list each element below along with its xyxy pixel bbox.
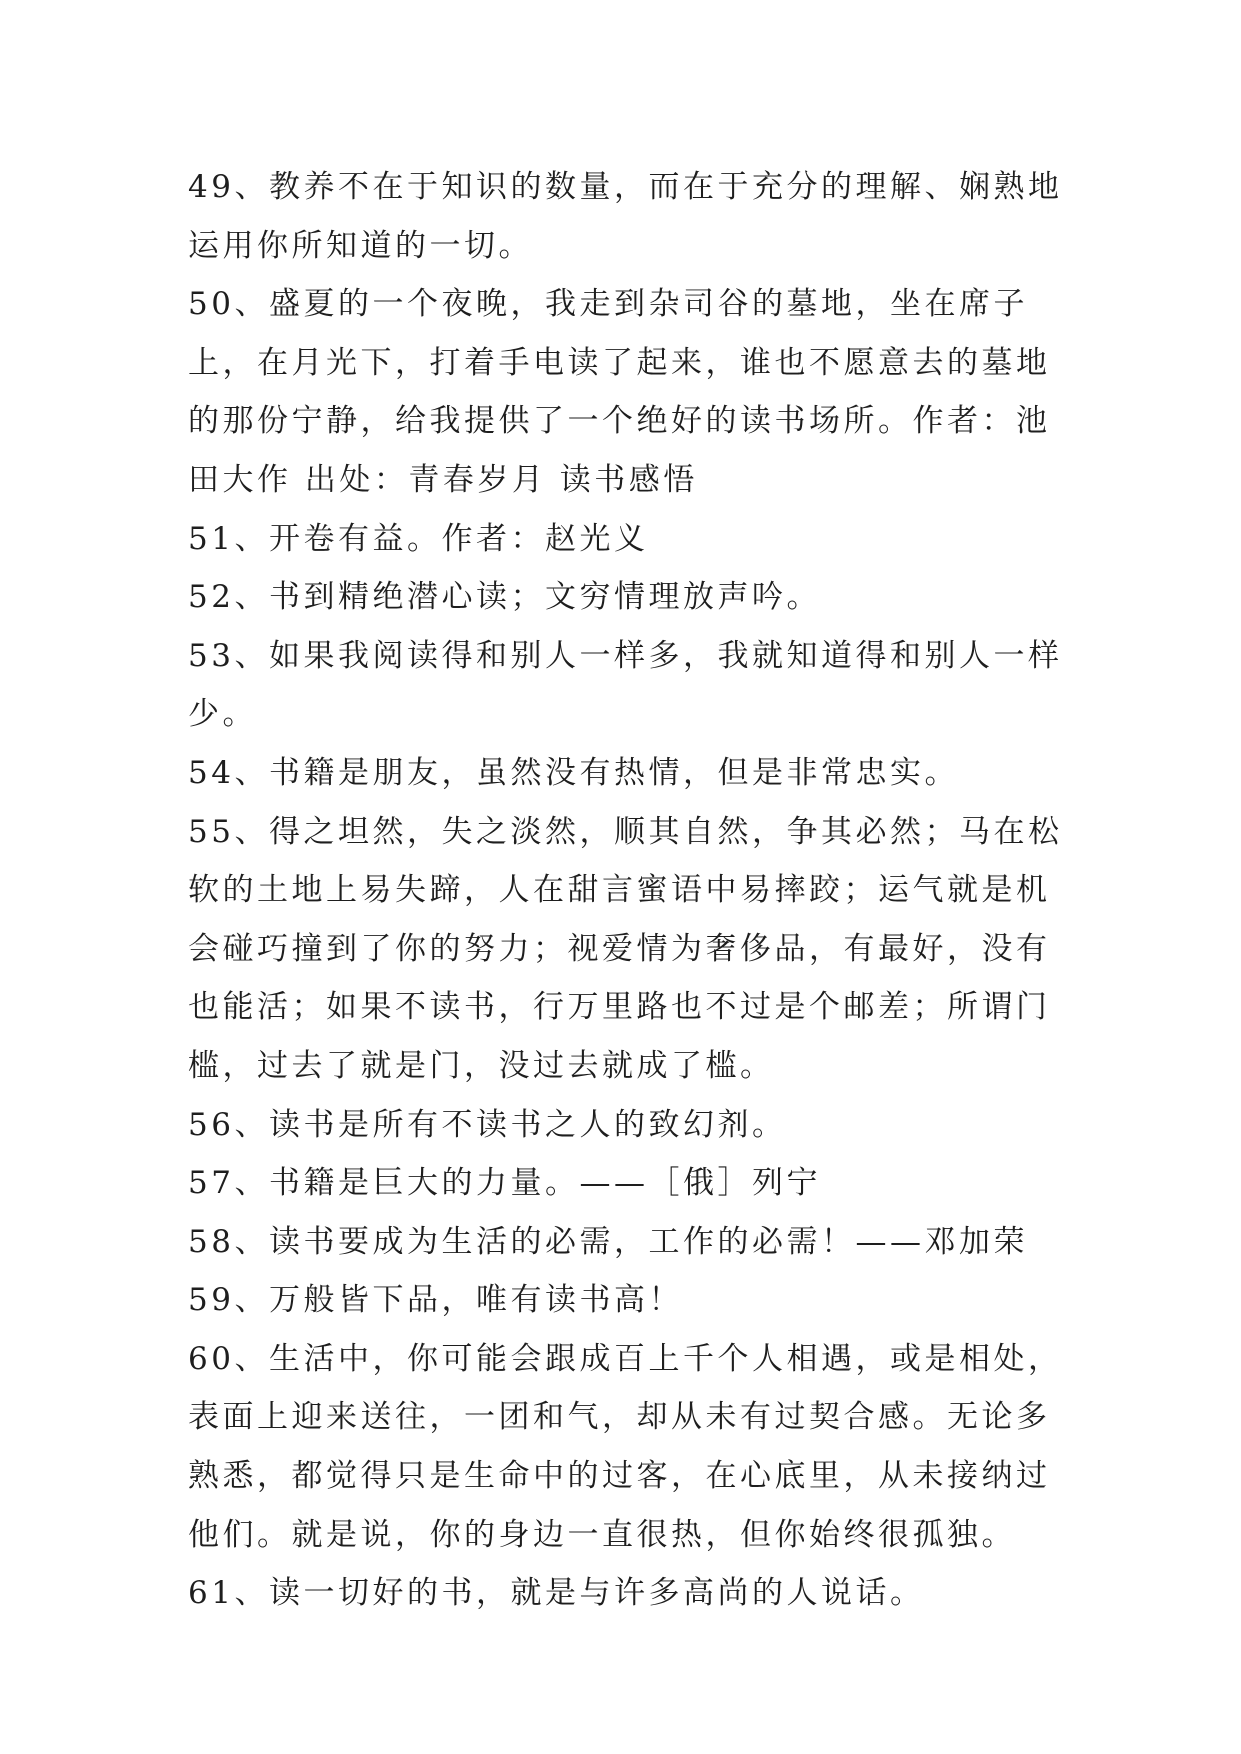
entry-52: 52、书到精绝潜心读；文穷情理放声吟。 xyxy=(188,579,821,616)
entry-61: 61、读一切好的书，就是与许多高尚的人说话。 xyxy=(188,1575,925,1612)
entry-58: 58、读书要成为生活的必需，工作的必需！——邓加荣 xyxy=(188,1223,1028,1260)
entry-56: 56、读书是所有不读书之人的致幻剂。 xyxy=(188,1106,787,1143)
entry-50: 50、盛夏的一个夜晚，我走到杂司谷的墓地，坐在席子上，在月光下，打着手电读了起来，谁也不愿意去的墓地的那份宁静，给我提供了一个绝好的读书场所。作者：池田大作 出处：青春岁月 读书感悟 xyxy=(188,286,1051,498)
entry-53: 53、如果我阅读得和别人一样多，我就知道得和别人一样少。 xyxy=(188,637,1063,733)
entry-54: 54、书籍是朋友，虽然没有热情，但是非常忠实。 xyxy=(188,754,959,791)
entry-59: 59、万般皆下品，唯有读书高！ xyxy=(188,1282,683,1319)
entry-57: 57、书籍是巨大的力量。——［俄］列宁 xyxy=(188,1165,821,1202)
entry-49: 49、教养不在于知识的数量，而在于充分的理解、娴熟地运用你所知道的一切。 xyxy=(188,169,1063,264)
entry-60: 60、生活中，你可能会跟成百上千个人相遇，或是相处，表面上迎来送往，一团和气，却从未有过契合感。无论多熟悉，都觉得只是生命中的过客，在心底里，从未接纳过他们。就是说，你的身边一直很热，但你始终很孤独。 xyxy=(188,1340,1063,1553)
document-body xyxy=(188,158,1068,1623)
entry-55: 55、得之坦然，失之淡然，顺其自然，争其必然；马在松软的土地上易失蹄，人在甜言蜜语中易摔跤；运气就是机会碰巧撞到了你的努力；视爱情为奢侈品，有最好，没有也能活；如果不读书，行万里路也不过是个邮差；所谓门槛，过去了就是门，没过去就成了槛。 xyxy=(188,813,1063,1084)
entry-51: 51、开卷有益。作者：赵光义 xyxy=(188,520,649,557)
